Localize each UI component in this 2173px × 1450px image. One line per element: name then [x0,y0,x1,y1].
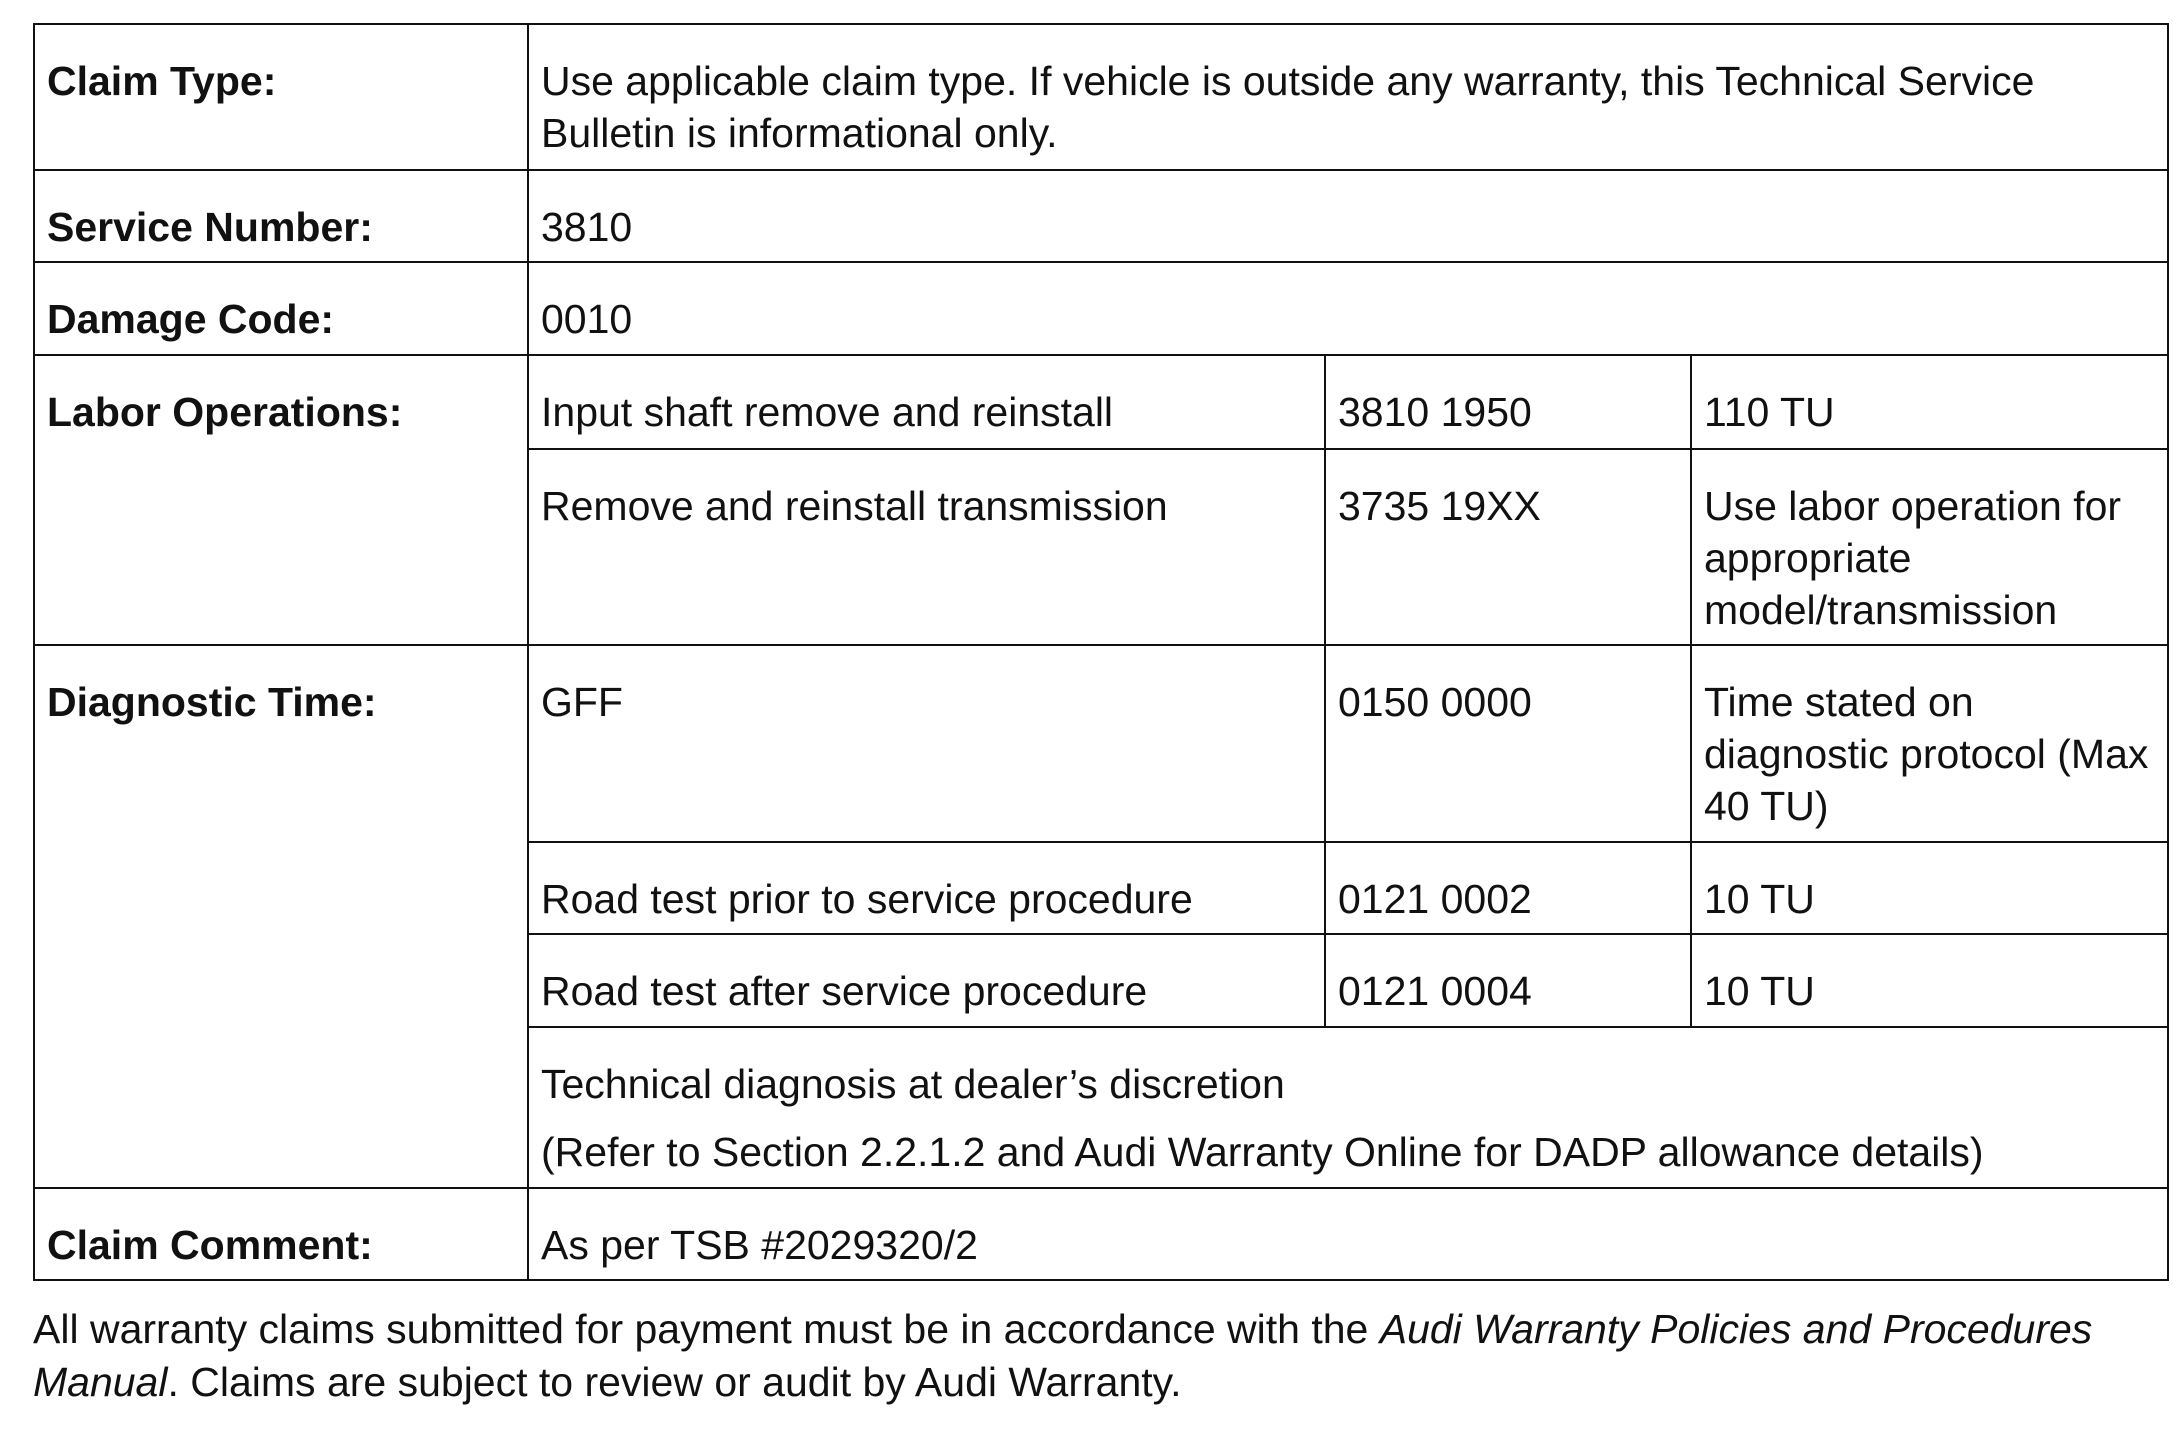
labor-operations-label: Labor Operations: [34,355,528,645]
diagnostic-note [528,1027,2168,1188]
diagnostic-row [34,645,2168,842]
diagnostic-description: Road test prior to service procedure [528,842,1325,934]
damage-code-row [34,262,2168,355]
labor-operation-time: Use labor operation for appropriate model/transmission [1691,449,2168,645]
service-number-label: Service Number: [34,170,528,262]
footer-text-before: All warranty claims submitted for payment must be in accordance with the [33,1306,1380,1352]
claim-comment-row [34,1188,2168,1280]
claim-comment-value: As per TSB #2029320/2 [528,1188,2168,1280]
diagnostic-description: GFF [528,645,1325,842]
labor-operation-description: Remove and reinstall transmission [528,449,1325,645]
diagnostic-time: Time stated on diagnostic protocol (Max 40 TU) [1691,645,2168,842]
diagnostic-code: 0150 0000 [1325,645,1691,842]
labor-operation-code: 3735 19XX [1325,449,1691,645]
labor-operation-row [34,355,2168,449]
labor-operation-description: Input shaft remove and reinstall [528,355,1325,449]
diagnostic-note-reference: (Refer to Section 2.2.1.2 and Audi Warranty Online for DADP allowance details) [541,1129,1984,1175]
footer-text-after: . Claims are subject to review or audit by Audi Warranty. [167,1359,1182,1405]
labor-operation-code: 3810 1950 [1325,355,1691,449]
damage-code-label: Damage Code: [34,262,528,355]
manual-title: Audi Warranty Policies and Procedures Manual [33,1306,2093,1405]
claim-type-label: Claim Type: [34,24,528,170]
damage-code-value: 0010 [528,262,2168,355]
diagnostic-code: 0121 0002 [1325,842,1691,934]
diagnostic-description: Road test after service procedure [528,934,1325,1027]
diagnostic-code: 0121 0004 [1325,934,1691,1027]
claim-type-value: Use applicable claim type. If vehicle is outside any warranty, this Technical Service Bulletin is informational only. [528,24,2168,170]
service-number-value: 3810 [528,170,2168,262]
diagnostic-note-line: Technical diagnosis at dealer’s discretion [541,1061,1285,1107]
claim-info-table [33,23,2169,1281]
claim-comment-label: Claim Comment: [34,1188,528,1280]
warranty-footer-note [33,1303,2167,1409]
warranty-document [33,23,2167,1450]
service-number-row [34,170,2168,262]
diagnostic-time-label: Diagnostic Time: [34,645,528,1188]
claim-type-row [34,24,2168,170]
diagnostic-time: 10 TU [1691,934,2168,1027]
diagnostic-time: 10 TU [1691,842,2168,934]
labor-operation-time: 110 TU [1691,355,2168,449]
